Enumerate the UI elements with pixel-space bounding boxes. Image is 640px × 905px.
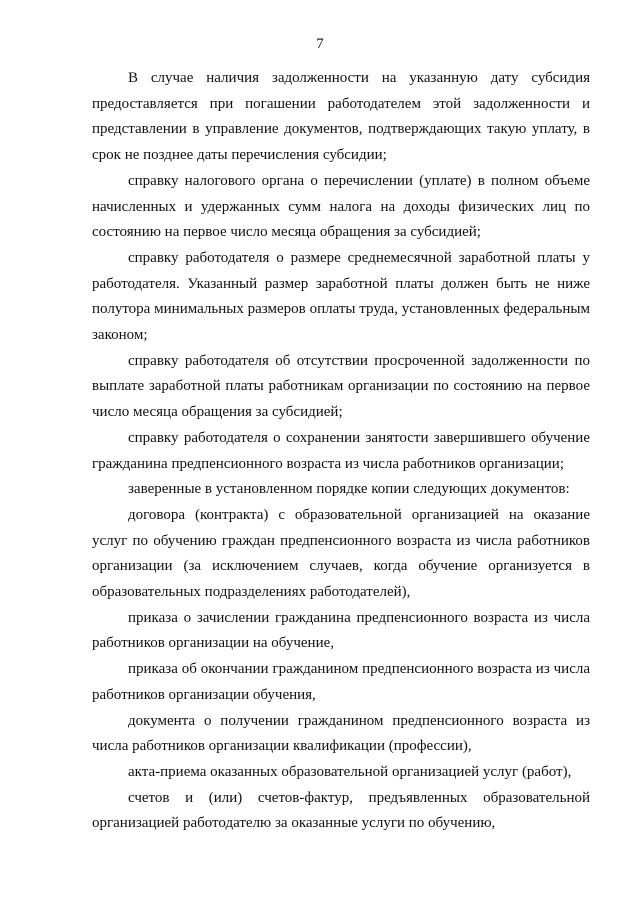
paragraph-acceptance-act: акта-приема оказанных образовательной организацией услуг (работ), [128,763,572,780]
paragraph-debt-condition: В случае наличия задолженности на указанную дату субсидия предоставляется при погашении работодателем этой задолженности и представлении в управление документов, подтверждающих такую уплату, в срок не позднее даты перечисления субсидии; [92,70,590,164]
paragraph-tax-certificate: справку налогового органа о перечислении (уплате) в полном объеме начисленных и удержанных сумм налога на доходы физических лиц по состоянию на первое число месяца обращения за субсидией; [92,172,590,241]
paragraph-contract: договора (контракта) с образовательной организацией на оказание услуг по обучению граждан предпенсионного возраста из числа работников организации (за исключением случаев, когда обучение организуется в образовательных подразделениях работодателей), [92,506,590,601]
paragraph-certified-copies: заверенные в установленном порядке копии следующих документов: [128,481,570,498]
paragraph-completion-order: приказа об окончании гражданином предпенсионного возраста из числа работников организации обучения, [92,661,590,703]
page-number: 7 [316,36,324,52]
paragraph-employment-certificate: справку работодателя о сохранении занятости завершившего обучение гражданина предпенсионного возраста из числа работников организации; [92,429,590,472]
paragraph-invoices: счетов и (или) счетов-фактур, предъявленных образовательной организацией работодателю за оказанные услуги по обучению, [92,789,590,832]
paragraph-qualification-document: документа о получении гражданином предпенсионного возраста из числа работников организации квалификации (профессии), [92,712,590,755]
paragraph-no-arrears-certificate: справку работодателя об отсутствии просроченной задолженности по выплате заработной платы работникам организации по состоянию на первое число месяца обращения за субсидией; [92,352,590,421]
document-body [92,66,590,837]
paragraph-salary-certificate: справку работодателя о размере среднемесячной заработной платы у работодателя. Указанный размер заработной платы должен быть не ниже полутора минимальных размеров оплаты труда, установленных федеральным законом; [92,249,590,344]
paragraph-enrollment-order: приказа о зачислении гражданина предпенсионного возраста из числа работников организации на обучение, [92,609,590,652]
